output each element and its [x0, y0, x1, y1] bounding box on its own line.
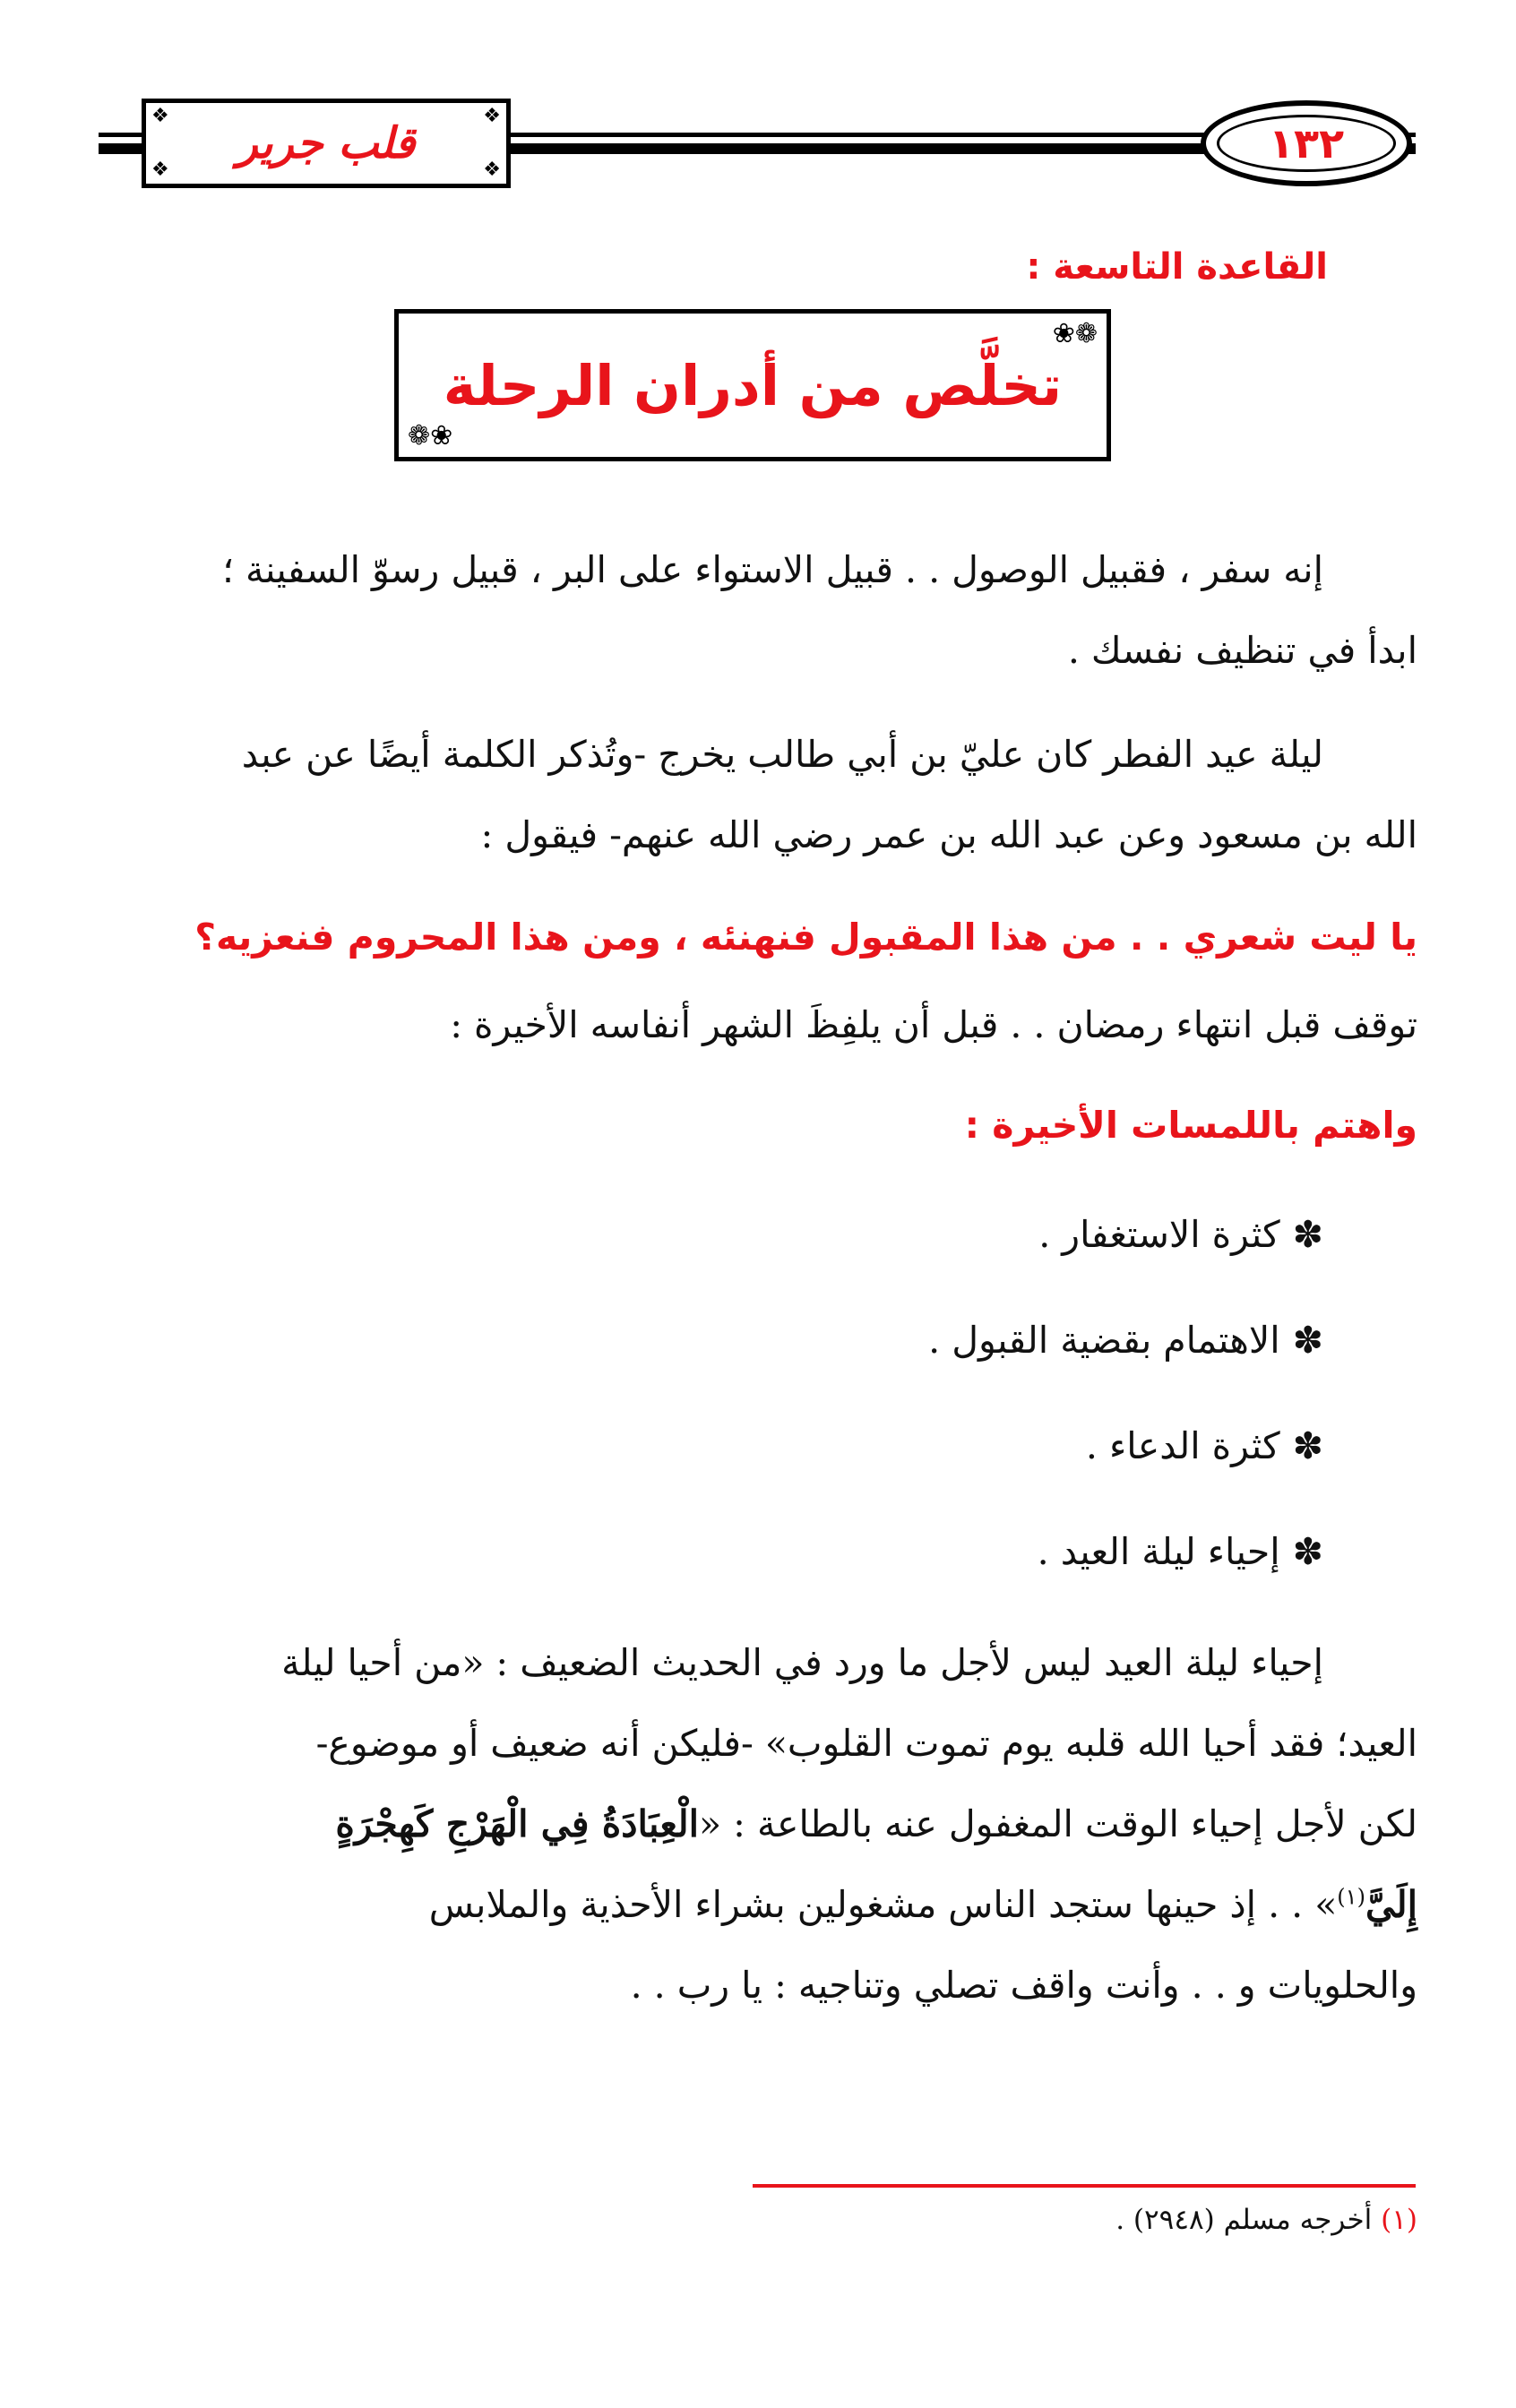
chapter-title: تخلَّص من أدران الرحلة	[443, 352, 1063, 418]
paragraph-line: العيد؛ فقد أحيا الله قلبه يوم تموت القلوب» -فليكن أنه ضعيف أو موضوع-	[315, 1722, 1417, 1765]
list-item-text: الاهتمام بقضية القبول .	[928, 1319, 1280, 1362]
list-item	[1038, 1213, 1323, 1256]
paragraph-line: ابدأ في تنظيف نفسك .	[1067, 629, 1417, 672]
paragraph-line: والحلويات و . . وأنت واقف تصلي وتناجيه : يا رب . .	[630, 1964, 1417, 2007]
book-title: قلب جرير	[237, 118, 416, 168]
list-item-text: كثرة الاستغفار .	[1038, 1213, 1280, 1256]
asterisk-bullet-icon: ✽	[1292, 1319, 1323, 1362]
chapter-title-frame	[394, 309, 1111, 461]
paragraph-line: الله بن مسعود وعن عبد الله بن عمر رضي الله عنهم- فيقول :	[480, 813, 1417, 856]
asterisk-bullet-icon: ✽	[1292, 1424, 1323, 1467]
floral-ornament-icon: ❀❁	[1052, 318, 1098, 349]
footnote-mark: (١)	[1381, 2204, 1417, 2236]
paragraph-line	[335, 1802, 1417, 1845]
asterisk-bullet-icon: ✽	[1292, 1530, 1323, 1573]
book-title-box	[142, 99, 511, 188]
page-number-badge	[1201, 100, 1412, 186]
paragraph-line: إحياء ليلة العيد ليس لأجل ما ورد في الحديث الضعيف : «من أحيا ليلة	[281, 1641, 1323, 1684]
paragraph-text: لكن لأجل إحياء الوقت المغفول عنه بالطاعة : «	[699, 1802, 1417, 1845]
floral-ornament-icon: ❁❀	[408, 420, 453, 452]
paragraph-line	[429, 1883, 1417, 1926]
paragraph-line: إنه سفر ، فقبيل الوصول . . قبيل الاستواء على البر ، قبيل رسوّ السفينة ؛	[221, 548, 1323, 591]
list-item	[1086, 1424, 1323, 1467]
page-number: ١٣٢	[1268, 119, 1345, 168]
corner-ornament-icon: ❖	[483, 159, 501, 181]
list-item	[928, 1319, 1323, 1362]
corner-ornament-icon: ❖	[151, 159, 169, 181]
list-item-text: إحياء ليلة العيد .	[1037, 1530, 1280, 1573]
paragraph-text: » . . إذ حينها ستجد الناس مشغولين بشراء الأحذية والملابس	[428, 1883, 1338, 1926]
footnote-text: أخرجه مسلم (٢٩٤٨) .	[1115, 2204, 1373, 2236]
paragraph-line: ليلة عيد الفطر كان عليّ بن أبي طالب يخرج -وتُذكر الكلمة أيضًا عن عبد	[241, 733, 1323, 776]
footnote	[1115, 2204, 1417, 2236]
list-item	[1038, 1530, 1323, 1573]
paragraph-line: توقف قبل انتهاء رمضان . . قبل أن يلفِظَ الشهر أنفاسه الأخيرة :	[450, 1003, 1417, 1046]
footnote-divider	[753, 2184, 1416, 2188]
asterisk-bullet-icon: ✽	[1292, 1213, 1323, 1256]
corner-ornament-icon: ❖	[151, 105, 169, 127]
list-item-text: كثرة الدعاء .	[1085, 1424, 1280, 1467]
footnote-ref: (١)	[1337, 1884, 1365, 1910]
quote-line: يا ليت شعري . . من هذا المقبول فنهنئه ، ومن هذا المحروم فنعزيه؟	[194, 916, 1417, 959]
hadith-text: إِلَيَّ	[1365, 1883, 1417, 1926]
hadith-text: الْعِبَادَةُ فِي الْهَرْجِ كَهِجْرَةٍ	[335, 1802, 700, 1845]
subheading: واهتم باللمسات الأخيرة :	[964, 1104, 1417, 1147]
section-label: القاعدة التاسعة :	[1026, 246, 1328, 288]
corner-ornament-icon: ❖	[483, 105, 501, 127]
